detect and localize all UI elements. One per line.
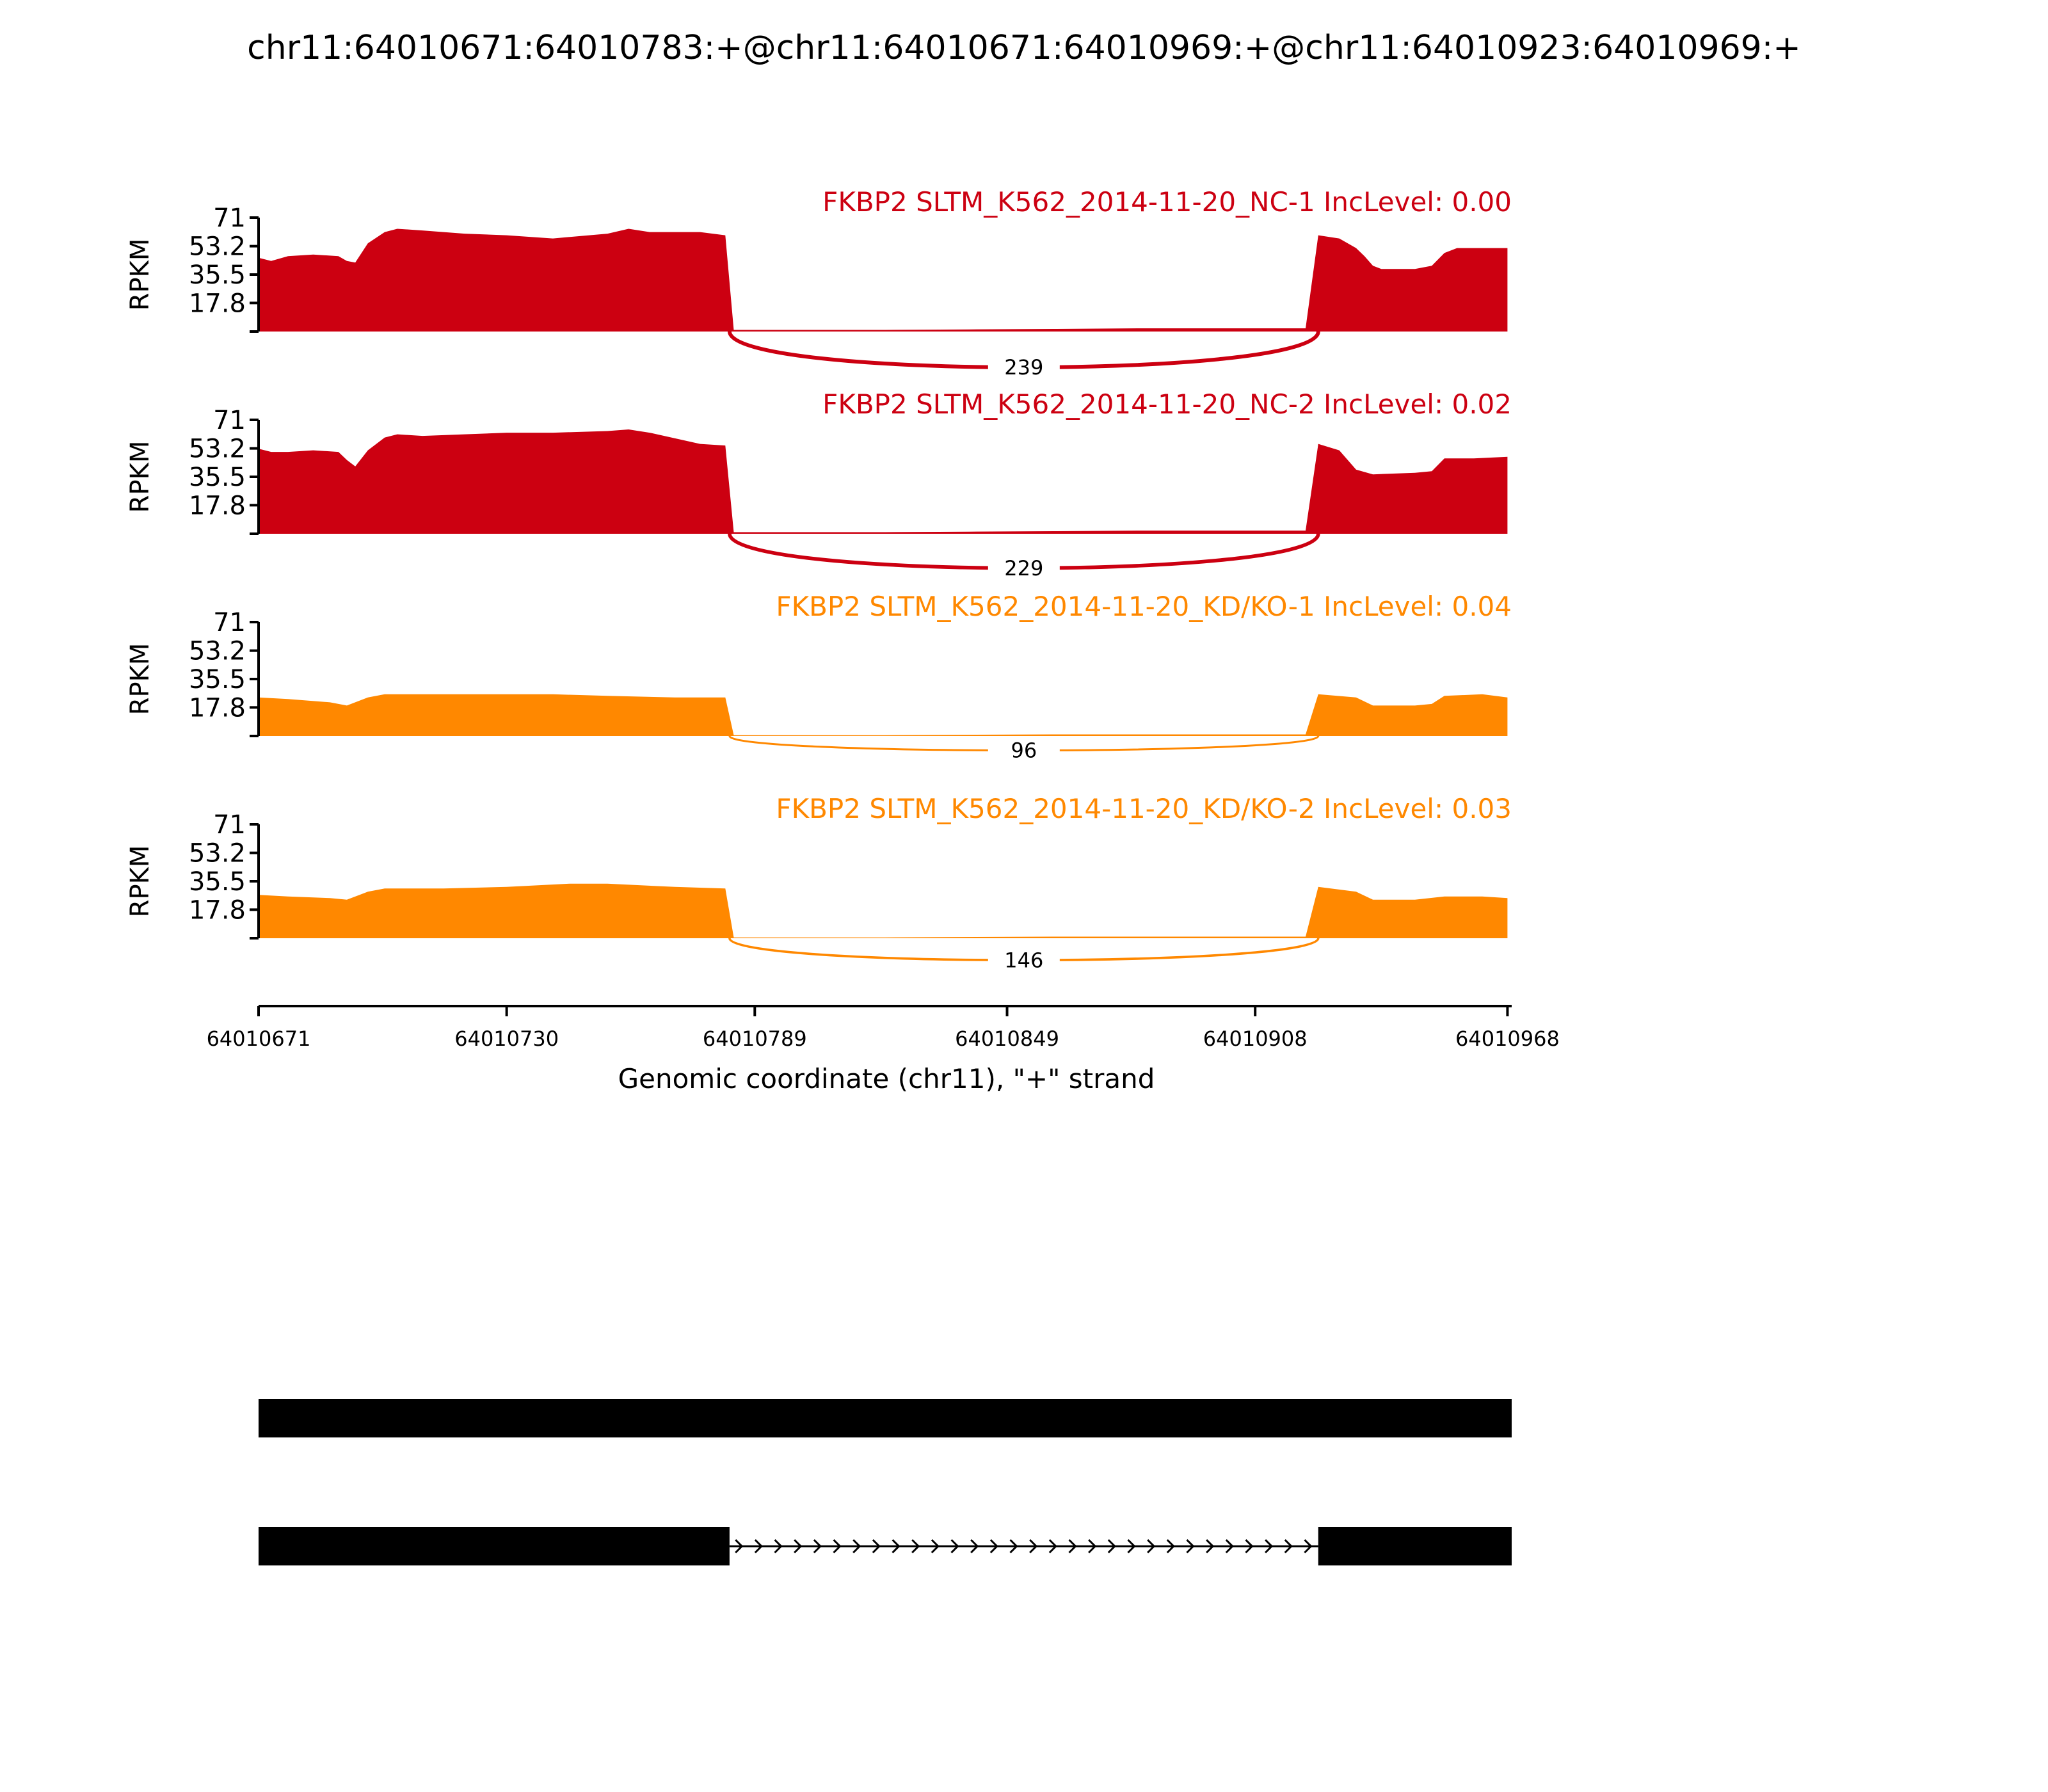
x-axis-label: Genomic coordinate (chr11), "+" strand	[618, 1063, 1155, 1094]
junction-count: 96	[1011, 738, 1037, 763]
x-tick-label: 64010849	[955, 1027, 1059, 1051]
y-tick-label: 53.2	[188, 434, 246, 464]
y-tick-label: 53.2	[188, 838, 246, 868]
isoform-inclusion	[259, 1399, 1512, 1437]
junction-count: 229	[1004, 556, 1044, 580]
x-tick-label: 64010789	[702, 1027, 807, 1051]
y-tick-label: 35.5	[188, 665, 246, 694]
y-tick-label: 17.8	[188, 693, 246, 723]
track-label: FKBP2 SLTM_K562_2014-11-20_NC-2 IncLevel: 0.02	[822, 388, 1512, 420]
exon-block	[259, 1527, 730, 1565]
junction-count: 146	[1004, 948, 1044, 973]
y-axis-label: RPKM	[125, 643, 155, 716]
y-tick-label: 71	[213, 204, 246, 233]
y-tick-label: 17.8	[188, 289, 246, 319]
x-tick-label: 64010671	[206, 1027, 311, 1051]
exon-block	[1318, 1527, 1512, 1565]
y-tick-label: 53.2	[188, 636, 246, 666]
track-label: FKBP2 SLTM_K562_2014-11-20_KD/KO-2 IncLevel: 0.03	[776, 793, 1512, 824]
y-tick-label: 71	[213, 608, 246, 637]
y-tick-label: 71	[213, 810, 246, 840]
y-tick-label: 35.5	[188, 463, 246, 492]
y-tick-label: 71	[213, 406, 246, 435]
y-tick-label: 17.8	[188, 491, 246, 521]
y-axis-label: RPKM	[125, 238, 155, 311]
y-axis-label: RPKM	[125, 845, 155, 918]
chart-title: chr11:64010671:64010783:+@chr11:64010671:64010969:+@chr11:64010923:64010969:+	[247, 29, 1801, 67]
y-tick-label: 35.5	[188, 867, 246, 897]
x-tick-label: 64010968	[1455, 1027, 1560, 1051]
y-tick-label: 53.2	[188, 232, 246, 262]
x-tick-label: 64010730	[454, 1027, 559, 1051]
track-label: FKBP2 SLTM_K562_2014-11-20_NC-1 IncLevel: 0.00	[822, 186, 1512, 218]
y-axis-label: RPKM	[125, 440, 155, 513]
junction-count: 239	[1004, 355, 1044, 380]
y-tick-label: 17.8	[188, 895, 246, 925]
x-tick-label: 64010908	[1203, 1027, 1308, 1051]
track-label: FKBP2 SLTM_K562_2014-11-20_KD/KO-1 IncLevel: 0.04	[776, 591, 1512, 622]
y-tick-label: 35.5	[188, 260, 246, 290]
exon-block	[259, 1399, 1512, 1437]
